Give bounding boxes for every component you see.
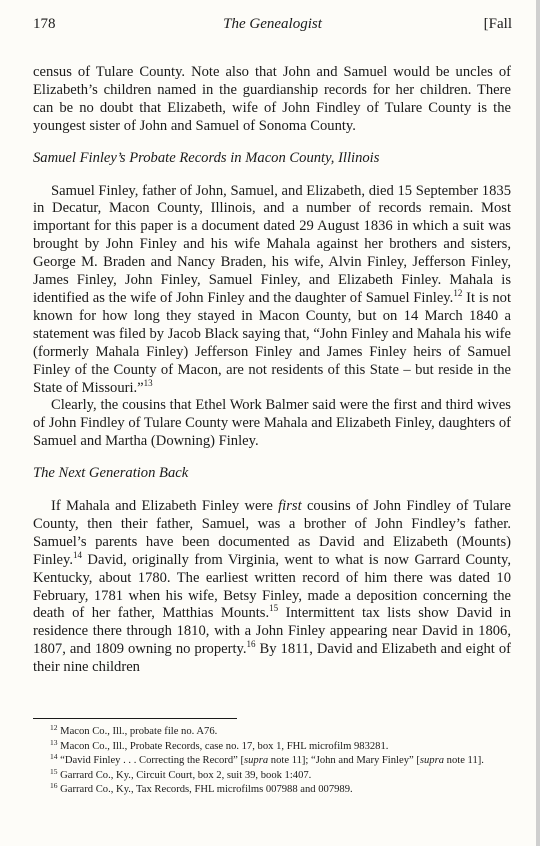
footnote-16: [33, 783, 511, 798]
paragraph-4-text-d: Intermittent tax lists show David in residence there through 1810, with a John Finley appearing near David in 1806, 1807, and 1809 owning no property.: [33, 605, 512, 658]
footnote-emphasis: supra: [419, 755, 445, 767]
issue-season: [Fall: [483, 16, 512, 32]
body-text: [33, 64, 511, 677]
footnote-text: note 11]; “John and Mary Finley” [: [268, 755, 420, 767]
footnote-text: note 11].: [444, 755, 484, 767]
footnote-number: 13: [50, 737, 58, 747]
footnote-number: 14: [50, 752, 58, 762]
paragraph-4: [33, 498, 511, 677]
footnote-ref-12[interactable]: 12: [453, 287, 463, 298]
paragraph-1: census of Tulare County. Note also that John and Samuel would be uncles of Elizabeth’s children named in the guardianship records for her children. There can be no doubt that Elizabeth, wife of John Findley of Tulare County is the youngest sister of John and Samuel of Sonoma County.: [33, 64, 511, 134]
footnote-text: Garrard Co., Ky., Tax Records, FHL microfilms 007988 and 007989.: [57, 784, 353, 796]
footnote-15: [33, 766, 511, 784]
footnote-number: 16: [50, 781, 58, 791]
page-number: 178: [33, 16, 56, 32]
footnote-text: Macon Co., Ill., Probate Records, case no. 17, box 1, FHL microfilm 983281.: [57, 740, 389, 752]
footnote-divider: [33, 718, 237, 719]
paragraph-4-text-e: By 1811, David and Elizabeth and eight of their nine children: [33, 641, 512, 676]
section-heading-next-generation: The Next Generation Back: [33, 465, 189, 482]
footnote-14: [33, 754, 511, 769]
paragraph-4-text-c: David, originally from Virginia, went to what is now Garrard County, Kentucky, about 1780. The earliest written record of him there was dated 10 February, 1781 when his wife, Betsy Finley, made a deposition concerning the death of her father, Matthias Mounts.: [33, 551, 511, 622]
paragraph-2: [33, 183, 511, 398]
section-heading-probate: Samuel Finley’s Probate Records in Macon County, Illinois: [33, 149, 380, 166]
footnote-13: [33, 737, 511, 755]
paragraph-2-text-a: Samuel Finley, father of John, Samuel, and Elizabeth, died 15 September 1835 in Decatur, Macon County, Illinois, and a number of records remain. Most important for this paper is a document dated 29 August 1836 in which a suit was brought by John Finley and his wife Mahala against her brothers and sisters, George M. Braden and Nancy Braden, his wife, Alvin Finley, Jefferson Finley, James Finley, John Finley, Samuel Finley, and Elizabeth Finley. Mahala is identified as the wife of John Finley and the daughter of Samuel Finley.: [33, 182, 511, 306]
footnote-ref-16[interactable]: 16: [246, 639, 256, 650]
footnote-text: Garrard Co., Ky., Circuit Court, box 2, suit 39, book 1:407.: [57, 769, 312, 781]
footnotes: [33, 725, 511, 798]
scan-edge: [536, 0, 540, 846]
running-header: [33, 16, 512, 36]
footnote-ref-14[interactable]: 14: [73, 549, 82, 560]
footnote-12: [33, 725, 511, 740]
paragraph-2-text-b: It is not known for how long they stayed in Macon County, but on 14 March 1840 a statement was filed by Jacob Black saying that, “John Finley and Mahala his wife (formerly Mahala Finley) Jefferson Finley and James Finley heirs of Samuel Finley of the County of Macon, are not residents of this State – but reside in the State of Missouri.”: [33, 289, 511, 396]
footnote-text: “David Finley . . . Correcting the Record” [: [57, 755, 245, 767]
footnote-ref-13[interactable]: 13: [143, 377, 153, 388]
paragraph-3: Clearly, the cousins that Ethel Work Balmer said were the first and third wives of John Findley of Tulare County were Mahala and Elizabeth Finley, daughters of Samuel and Martha (Downing) Finley.: [33, 397, 511, 450]
footnote-emphasis: supra: [244, 755, 269, 767]
footnote-ref-15[interactable]: 15: [269, 603, 279, 614]
emphasis-first: first: [278, 498, 302, 515]
journal-title: The Genealogist: [223, 16, 322, 32]
paragraph-4-text-a: If Mahala and Elizabeth Finley were: [51, 498, 279, 515]
footnote-number: 15: [50, 766, 58, 776]
footnote-number: 12: [50, 723, 58, 732]
footnote-text: Macon Co., Ill., probate file no. A76.: [57, 726, 218, 737]
paragraph-4-text-b: cousins of John Findley of Tulare County, then their father, Samuel, was a brother of John Findley’s father. Samuel’s parents have been documented as David and Elizabeth (Mounts) Finley.: [33, 498, 511, 568]
